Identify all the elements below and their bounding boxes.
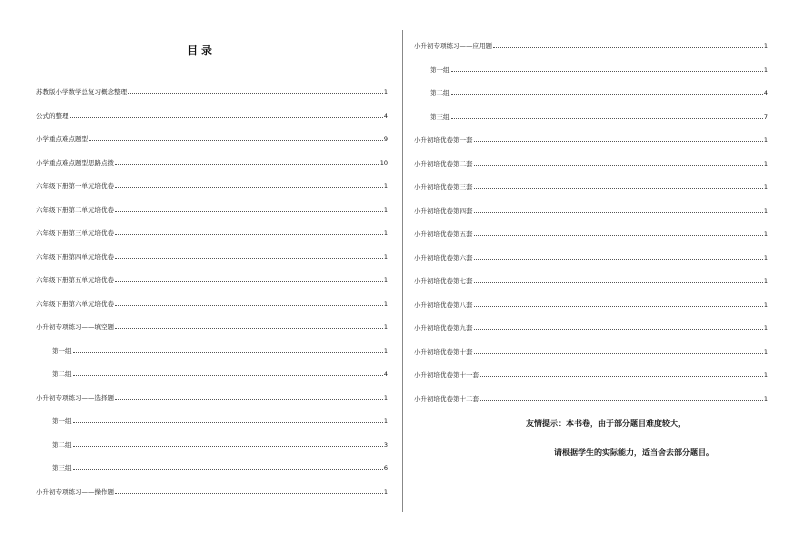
- dot-leader: [73, 375, 383, 376]
- toc-entry[interactable]: [36, 108, 388, 120]
- dot-leader: [115, 187, 383, 188]
- dot-leader: [474, 282, 763, 283]
- toc-entry[interactable]: [36, 460, 388, 472]
- dot-leader: [451, 118, 763, 119]
- toc-entry[interactable]: [414, 109, 768, 121]
- toc-entry[interactable]: [36, 319, 388, 331]
- toc-entry-label: 六年级下册第一单元培优卷: [36, 182, 114, 190]
- toc-entry[interactable]: [414, 179, 768, 191]
- dot-leader: [73, 446, 383, 447]
- dot-leader: [73, 469, 383, 470]
- toc-entry-page-number: 1: [763, 324, 768, 332]
- dot-leader: [89, 140, 383, 141]
- toc-entry-page-number: 1: [383, 393, 388, 402]
- dot-leader: [474, 141, 763, 142]
- toc-entry-page-number: 9: [383, 135, 388, 143]
- toc-entry-label: 小升初专项练习——填空题: [36, 323, 114, 331]
- toc-entry[interactable]: [414, 203, 768, 215]
- toc-entry-label: 六年级下册第六单元培优卷: [36, 299, 114, 308]
- toc-entry-label: 小学重点难点题型思路点拨: [36, 158, 114, 167]
- toc-entry-label: 小升初培优卷第十套: [414, 347, 473, 356]
- toc-entry-label: 小升初培优卷第十二套: [414, 394, 479, 403]
- toc-entry[interactable]: [414, 320, 768, 332]
- dot-leader: [115, 328, 383, 329]
- toc-entry[interactable]: [36, 131, 388, 143]
- dot-leader: [474, 353, 763, 354]
- dot-leader: [115, 305, 383, 306]
- toc-entry-label: 小升初培优卷第四套: [414, 206, 473, 215]
- toc-entry-page-number: 4: [763, 89, 768, 97]
- toc-entry[interactable]: [36, 155, 388, 167]
- toc-entry-label: 六年级下册第二单元培优卷: [36, 205, 114, 214]
- dot-leader: [115, 164, 379, 165]
- toc-entry-label: 六年级下册第三单元培优卷: [36, 229, 114, 237]
- column-divider: [402, 30, 403, 512]
- toc-entry[interactable]: [414, 391, 768, 403]
- dot-leader: [474, 212, 763, 213]
- toc-entry[interactable]: [36, 343, 388, 355]
- toc-entry-label: 第二组: [52, 370, 72, 378]
- dot-leader: [128, 93, 383, 94]
- toc-entry-page-number: 1: [383, 182, 388, 190]
- toc-entry[interactable]: [414, 344, 768, 356]
- dot-leader: [115, 399, 383, 400]
- dot-leader: [73, 352, 383, 353]
- toc-entry[interactable]: [414, 367, 768, 379]
- dot-leader: [474, 329, 763, 330]
- toc-entry[interactable]: [414, 62, 768, 74]
- dot-leader: [480, 400, 763, 401]
- toc-entry-label: 小升初培优卷第九套: [414, 324, 473, 332]
- dot-leader: [493, 47, 763, 48]
- toc-entry-page-number: 7: [763, 112, 768, 121]
- toc-entry-label: 小升初培优卷第五套: [414, 230, 473, 238]
- toc-entry[interactable]: [414, 250, 768, 262]
- dot-leader: [115, 234, 383, 235]
- toc-entry-page-number: 1: [383, 229, 388, 237]
- toc-entry-page-number: 1: [763, 230, 768, 238]
- toc-entry[interactable]: [36, 484, 388, 496]
- toc-entry-page-number: 1: [383, 88, 388, 96]
- toc-entry-label: 小升初培优卷第八套: [414, 300, 473, 309]
- toc-entry-page-number: 1: [383, 205, 388, 214]
- dot-leader: [451, 71, 763, 72]
- dot-leader: [115, 258, 383, 259]
- toc-entry-label: 小升初培优卷第六套: [414, 253, 473, 262]
- toc-entry[interactable]: [414, 226, 768, 238]
- toc-entry[interactable]: [36, 272, 388, 284]
- dot-leader: [115, 281, 383, 282]
- toc-entry-label: 小升初培优卷第一套: [414, 136, 473, 144]
- toc-entry-page-number: 1: [383, 276, 388, 284]
- toc-entry-label: 小升初专项练习——应用题: [414, 42, 492, 50]
- toc-entry-page-number: 1: [763, 65, 768, 74]
- toc-entry-page-number: 1: [763, 136, 768, 144]
- toc-entry-page-number: 4: [383, 370, 388, 378]
- toc-entry[interactable]: [414, 85, 768, 97]
- toc-entry-label: 小升初培优卷第二套: [414, 159, 473, 168]
- dot-leader: [474, 165, 763, 166]
- toc-entry-label: 第二组: [430, 89, 450, 97]
- toc-entry-label: 小升初培优卷第七套: [414, 277, 473, 285]
- toc-entry-label: 小学重点难点题型: [36, 135, 88, 143]
- dot-leader: [480, 376, 763, 377]
- toc-entry[interactable]: [36, 178, 388, 190]
- toc-entry-page-number: 1: [763, 277, 768, 285]
- dot-leader: [451, 94, 763, 95]
- toc-entry-label: 第二组: [52, 440, 72, 449]
- dot-leader: [474, 235, 763, 236]
- toc-entry-label: 六年级下册第五单元培优卷: [36, 276, 114, 284]
- toc-entry-label: 第三组: [430, 112, 450, 121]
- toc-entry[interactable]: [36, 437, 388, 449]
- toc-entry-label: 第一组: [52, 346, 72, 355]
- toc-entry-page-number: 1: [383, 323, 388, 331]
- toc-entry-page-number: 1: [763, 371, 768, 379]
- toc-entry-page-number: 1: [763, 206, 768, 215]
- toc-entry-page-number: 6: [383, 464, 388, 472]
- toc-entry[interactable]: [414, 297, 768, 309]
- toc-entry-label: 小升初培优卷第三套: [414, 183, 473, 191]
- toc-entry-page-number: 10: [379, 158, 388, 167]
- toc-entry-label: 小升初专项练习——选择题: [36, 393, 114, 402]
- toc-entry[interactable]: [414, 38, 768, 50]
- toc-entry-label: 六年级下册第四单元培优卷: [36, 252, 114, 261]
- toc-entry[interactable]: [36, 296, 388, 308]
- dot-leader: [474, 188, 763, 189]
- dot-leader: [115, 493, 383, 494]
- toc-entry[interactable]: [414, 273, 768, 285]
- toc-entry[interactable]: [414, 132, 768, 144]
- toc-entry-label: 第三组: [52, 464, 72, 472]
- toc-entry-page-number: 3: [383, 440, 388, 449]
- toc-entry[interactable]: [36, 366, 388, 378]
- toc-entry-page-number: 1: [763, 42, 768, 50]
- toc-entry-page-number: 1: [763, 159, 768, 168]
- toc-entry-label: 公式的整理: [36, 111, 69, 120]
- toc-entry-page-number: 1: [383, 346, 388, 355]
- dot-leader: [474, 259, 763, 260]
- toc-entry-label: 小升初专项练习——操作题: [36, 487, 114, 496]
- toc-entry-label: 第一组: [52, 417, 72, 425]
- toc-entry-page-number: 1: [763, 394, 768, 403]
- toc-entry-label: 第一组: [430, 65, 450, 74]
- toc-entry-page-number: 1: [763, 253, 768, 262]
- toc-entry-label: 苏教版小学数学总复习概念整理: [36, 88, 127, 96]
- dot-leader: [474, 306, 763, 307]
- toc-entry-page-number: 1: [383, 252, 388, 261]
- dot-leader: [73, 422, 383, 423]
- toc-entry[interactable]: [36, 413, 388, 425]
- toc-entry[interactable]: [36, 84, 388, 96]
- toc-entry-page-number: 1: [383, 417, 388, 425]
- toc-entry-page-number: 1: [383, 487, 388, 496]
- toc-title: 目录: [187, 44, 215, 57]
- toc-entry[interactable]: [36, 390, 388, 402]
- toc-entry[interactable]: [36, 202, 388, 214]
- toc-entry-page-number: 1: [763, 347, 768, 356]
- toc-entry[interactable]: [36, 225, 388, 237]
- toc-entry[interactable]: [36, 249, 388, 261]
- toc-entry-page-number: 4: [383, 111, 388, 120]
- note-line-2: 请根据学生的实际能力，适当舍去部分题目。: [554, 447, 714, 457]
- dot-leader: [115, 211, 383, 212]
- toc-entry-page-number: 1: [763, 183, 768, 191]
- dot-leader: [70, 117, 383, 118]
- toc-entry-page-number: 1: [763, 300, 768, 309]
- note-line-1: 友情提示：本书卷，由于部分题目难度较大，: [526, 418, 686, 428]
- toc-entry[interactable]: [414, 156, 768, 168]
- toc-entry-label: 小升初培优卷第十一套: [414, 371, 479, 379]
- toc-entry-page-number: 1: [383, 299, 388, 308]
